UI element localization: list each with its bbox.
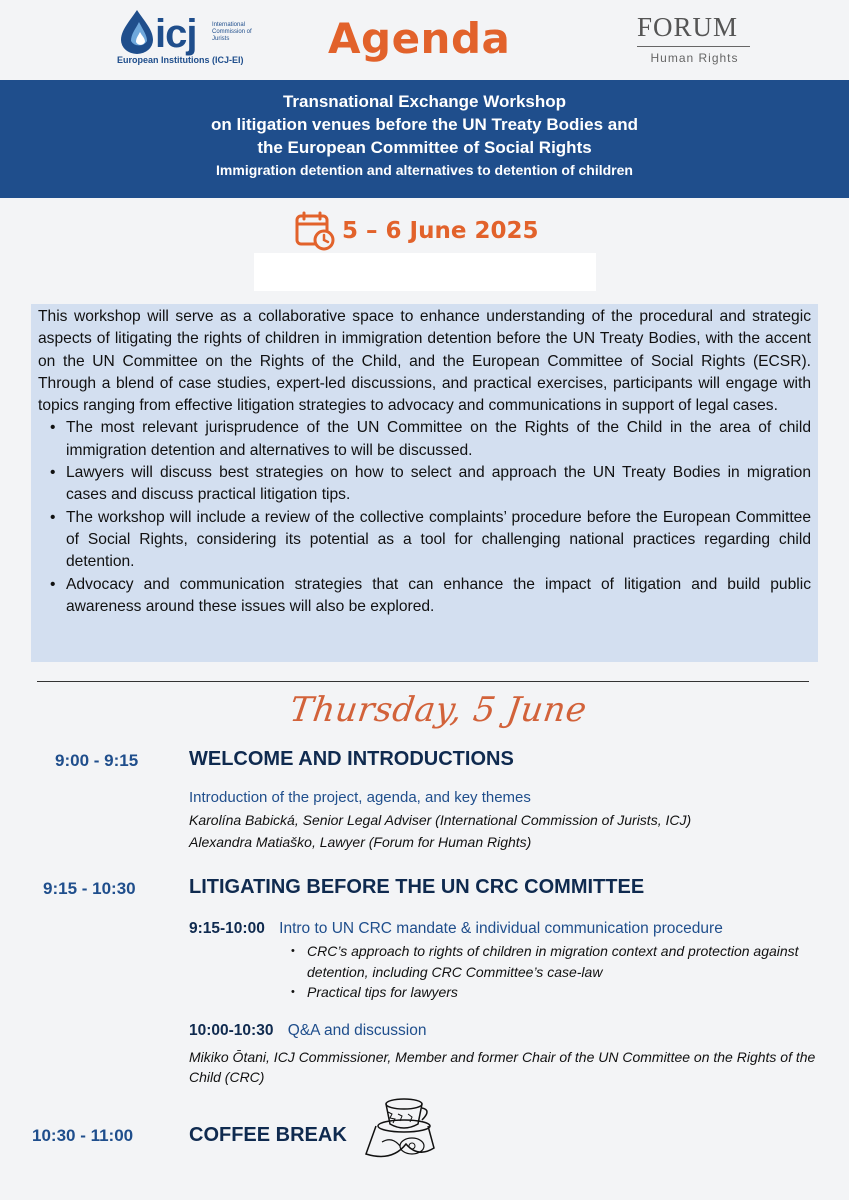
speaker-line: Alexandra Matiaško, Lawyer (Forum for Human Rights) — [189, 834, 532, 850]
subsession-time: 9:15-10:00 — [189, 920, 265, 937]
banner-line-4: Immigration detention and alternatives to detention of children — [216, 162, 633, 178]
workshop-banner — [0, 80, 849, 198]
session-title: COFFEE BREAK — [189, 1124, 347, 1146]
subsession-title: Q&A and discussion — [287, 1022, 427, 1039]
icj-logo — [117, 8, 257, 68]
banner-line-3: the European Committee of Social Rights — [257, 138, 592, 157]
calendar-clock-icon — [294, 211, 336, 251]
subsession-time: 10:00-10:30 — [189, 1022, 274, 1039]
intro-paragraph: This workshop will serve as a collaborative space to enhance understanding of the procedural and strategic aspects of litigating the rights of children in immigration detention before the UN Treaty Bodies, with the accent on the UN Committee on the Rights of the Child, and the European Committee of Social Rights (ECSR). Through a blend of case studies, expert-led discussions, and practical exercises, participants will engage with topics ranging from effective litigation strategies to advocacy and communications in support of legal cases. — [38, 308, 811, 415]
icj-wordmark: icj — [155, 12, 197, 56]
subsession-bullet: • Practical tips for lawyers — [289, 982, 819, 1003]
event-date — [294, 211, 538, 251]
session-description: Introduction of the project, agenda, and key themes — [189, 789, 531, 806]
subsession-title: Intro to UN CRC mandate & individual communication procedure — [279, 920, 723, 937]
forum-divider — [637, 46, 750, 47]
icj-subtitle: International Commission of Jurists — [212, 22, 252, 42]
intro-bullet: • Lawyers will discuss best strategies on how to select and approach the UN Treaty Bodies in migration cases and discuss practical litigation tips. — [38, 462, 811, 507]
forum-logo — [637, 12, 752, 65]
speaker-line: Karolína Babická, Senior Legal Adviser (International Commission of Jurists, ICJ) — [189, 812, 692, 828]
session-time: 9:15 - 10:30 — [43, 879, 136, 898]
page-header — [0, 0, 849, 80]
subsession-bullet-list — [289, 941, 819, 1003]
coffee-cup-icon — [362, 1092, 442, 1172]
banner-line-1: Transnational Exchange Workshop — [282, 92, 567, 111]
speaker-line: Mikiko Ōtani, ICJ Commissioner, Member and former Chair of the UN Committee on the Rights of the Child (CRC) — [189, 1049, 816, 1085]
session-time: 9:00 - 9:15 — [55, 751, 139, 770]
subsession-bullet: • CRC’s approach to rights of children in migration context and protection against detention, including CRC Committee’s case-law — [289, 941, 819, 982]
intro-bullet: • Advocacy and communication strategies that can enhance the impact of litigation and build public awareness around these issues will also be explored. — [38, 574, 811, 619]
session-title: LITIGATING BEFORE THE UN CRC COMMITTEE — [189, 876, 645, 898]
subsession-2 — [189, 1022, 427, 1040]
date-text: 5 – 6 June 2025 — [342, 218, 539, 244]
intro-bullet-list — [38, 417, 811, 618]
subsession-1 — [189, 920, 723, 938]
day-heading: Thursday, 5 June — [287, 690, 590, 730]
redacted-box — [254, 253, 596, 291]
icj-drop-icon — [117, 8, 157, 56]
intro-bullet: • The most relevant jurisprudence of the UN Committee on the Rights of the Child in the area of child immigration detention and alternatives to will be discussed. — [38, 417, 811, 462]
session-time: 10:30 - 11:00 — [32, 1126, 134, 1145]
session-title: WELCOME AND INTRODUCTIONS — [189, 748, 514, 770]
forum-subtitle: Human Rights — [650, 51, 739, 65]
intro-bullet: • The workshop will include a review of the collective complaints’ procedure before the European Committee of Social Rights, considering its potential as a tool for challenging national practices regarding child detention. — [38, 507, 811, 574]
page-title: Agenda — [328, 14, 511, 63]
banner-line-2: on litigation venues before the UN Treaty Bodies and — [211, 115, 638, 134]
forum-wordmark: FORUM — [637, 12, 739, 42]
intro-box — [31, 304, 818, 662]
section-divider — [37, 681, 809, 682]
icj-eu-label: European Institutions (ICJ-EI) — [117, 55, 244, 65]
